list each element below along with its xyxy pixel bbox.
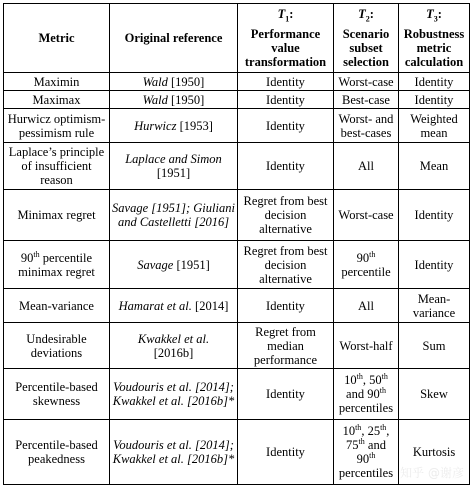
cell-reference: Hamarat et al. [2014]	[110, 289, 238, 323]
cell-reference: Hurwicz [1953]	[110, 109, 238, 143]
cell-metric: Maximin	[4, 73, 110, 91]
cell-t1: Identity	[238, 289, 334, 323]
cell-t1: Identity	[238, 420, 334, 485]
table-row	[4, 91, 470, 109]
cell-t3: Sum	[399, 323, 470, 369]
cell-reference: Laplace and Simon [1951]	[110, 143, 238, 190]
cell-t3: Skew	[399, 369, 470, 420]
cell-reference: Savage [1951]	[110, 241, 238, 289]
cell-t1: Identity	[238, 143, 334, 190]
cell-t3: Mean-variance	[399, 289, 470, 323]
cell-t3: Mean	[399, 143, 470, 190]
cell-t2: Best-case	[334, 91, 399, 109]
cell-reference: Kwakkel et al. [2016b]	[110, 323, 238, 369]
table-row	[4, 109, 470, 143]
cell-t2: 10th, 50th and 90th percentiles	[334, 369, 399, 420]
cell-t1: Regret from median performance	[238, 323, 334, 369]
header-metric: Metric	[4, 4, 110, 73]
cell-metric: Laplace’s principle of insufficient reason	[4, 143, 110, 190]
cell-reference: Voudouris et al. [2014]; Kwakkel et al. [2016b]*	[110, 420, 238, 485]
cell-t1: Regret from best decision alternative	[238, 190, 334, 241]
cell-t2: All	[334, 289, 399, 323]
table-row	[4, 323, 470, 369]
cell-metric: Maximax	[4, 91, 110, 109]
cell-t2: Worst-half	[334, 323, 399, 369]
cell-t3: Identity	[399, 190, 470, 241]
header-row	[4, 4, 470, 73]
cell-t1: Identity	[238, 369, 334, 420]
cell-t3: Identity	[399, 91, 470, 109]
cell-t3: Identity	[399, 73, 470, 91]
cell-reference: Voudouris et al. [2014]; Kwakkel et al. [2016b]*	[110, 369, 238, 420]
cell-metric: Minimax regret	[4, 190, 110, 241]
table-row	[4, 369, 470, 420]
table-row	[4, 190, 470, 241]
cell-t2: 90th percentile	[334, 241, 399, 289]
page	[3, 3, 469, 485]
cell-metric: Mean-variance	[4, 289, 110, 323]
table-row	[4, 143, 470, 190]
cell-t2: Worst-case	[334, 190, 399, 241]
cell-t2: 10th, 25th, 75th and 90th percentiles	[334, 420, 399, 485]
cell-t1: Identity	[238, 109, 334, 143]
watermark: 知乎 @谢彦	[400, 466, 464, 480]
cell-reference: Wald [1950]	[110, 73, 238, 91]
table-row	[4, 73, 470, 91]
cell-metric: 90th percentile minimax regret	[4, 241, 110, 289]
cell-t1: Regret from best decision alternative	[238, 241, 334, 289]
header-t2: $T_2$: Scenario subset selection	[334, 4, 399, 73]
table-row	[4, 241, 470, 289]
cell-t2: Worst-case	[334, 73, 399, 91]
header-t1: $T_1$: Performance value transformation	[238, 4, 334, 73]
cell-reference: Wald [1950]	[110, 91, 238, 109]
table-row	[4, 289, 470, 323]
cell-t1: Identity	[238, 73, 334, 91]
cell-t1: Identity	[238, 91, 334, 109]
cell-t2: All	[334, 143, 399, 190]
cell-metric: Percentile-based peakedness	[4, 420, 110, 485]
cell-t3: Identity	[399, 241, 470, 289]
cell-metric: Percentile-based skewness	[4, 369, 110, 420]
cell-t2: Worst- and best-cases	[334, 109, 399, 143]
robustness-metrics-table	[3, 3, 470, 485]
cell-metric: Hurwicz optimism-pessimism rule	[4, 109, 110, 143]
cell-reference: Savage [1951]; Giuliani and Castelletti [2016]	[110, 190, 238, 241]
cell-t3: Weighted mean	[399, 109, 470, 143]
cell-metric: Undesirable deviations	[4, 323, 110, 369]
cell-t3: Kurtosis	[399, 420, 470, 485]
header-t3: $T_3$: Robustness metric calculation	[399, 4, 470, 73]
header-reference: Original reference	[110, 4, 238, 73]
